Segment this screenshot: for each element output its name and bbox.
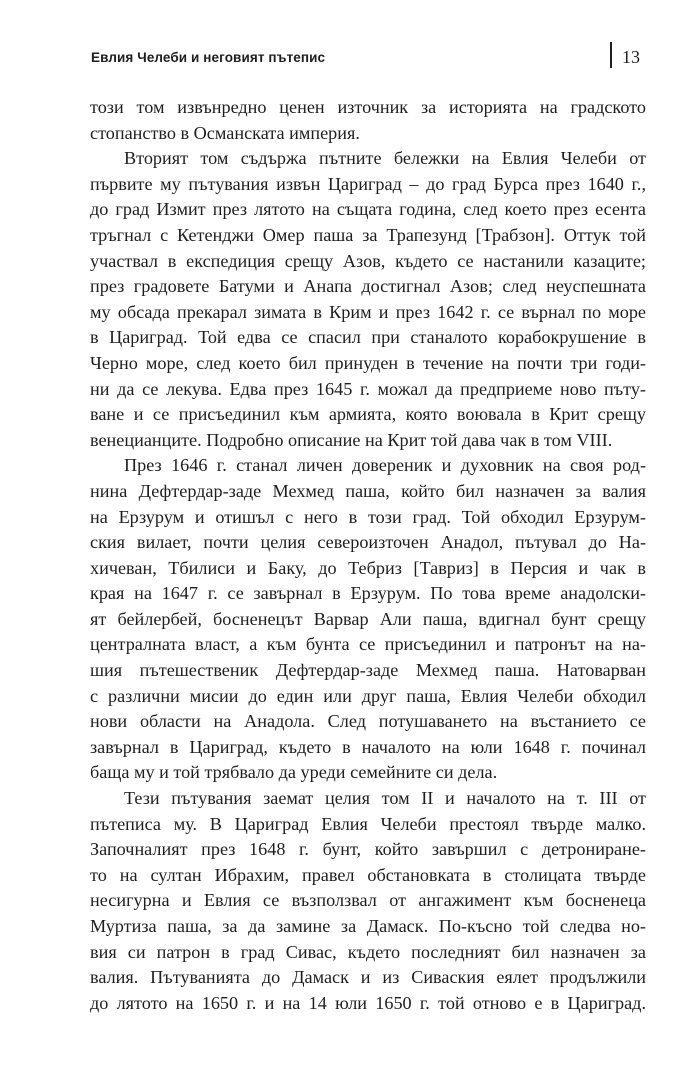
text-line: нина Дефтердар-заде Мехмед паша, който бил назначен за валия xyxy=(90,480,646,501)
text-line: първите му пътувания извън Цариград – до град Бурса през 1640 г., xyxy=(90,173,646,194)
text-line: края на 1647 г. се завърнал в Ерзурум. По това време анадолски- xyxy=(90,583,646,604)
body-text xyxy=(90,95,646,1016)
page-number: 13 xyxy=(622,47,640,67)
text-line: нови области на Анадола. След потушаването на въстанието се xyxy=(90,711,646,732)
text-line: Вторият том съдържа пътните бележки на Евлия Челеби от xyxy=(124,148,646,169)
text-line: Муртиза паша, за да замине за Дамаск. По-късно той следва но- xyxy=(90,916,646,936)
text-line: стопанство в Османската империя. xyxy=(90,122,360,143)
running-header xyxy=(91,42,647,72)
text-line: вия си патрон в град Сивас, където последният бил назначен за xyxy=(90,941,646,962)
text-line: През 1646 г. станал личен доверeник и духовник на своя род- xyxy=(124,455,646,476)
text-line: Тези пътувания заемат целия том II и началото на т. III от xyxy=(124,788,646,809)
text-line: през градовете Батуми и Анапа достигнал Азов; след неуспешната xyxy=(90,276,646,297)
text-line: ят бейлербей, босненецът Варвар Али паша, вдигнал бунт срещу xyxy=(90,608,646,629)
text-line: му обсада прекарал зимата в Крим и през 1642 г. се върнал по море xyxy=(90,301,646,322)
text-line: на Ерзурум и отишъл с него в този град. Той обходил Ерзурум- xyxy=(90,506,646,527)
header-divider xyxy=(610,42,612,68)
text-line: Черно море, след което бил принуден в течение на почти три годи- xyxy=(90,352,646,373)
text-line: завърнал в Цариград, където в началото на юли 1648 г. починал xyxy=(90,736,646,757)
text-line: несигурна и Евлия се възползвал от ангажимент към босненеца xyxy=(90,890,646,911)
text-line: баща му и той трябвало да уреди семейните си дела. xyxy=(90,762,498,783)
text-line: ския вилает, почти целия североизточен Анадол, пътувал до На- xyxy=(90,532,646,553)
text-line: участвал в експедиция срещу Азов, където се настанили казаците; xyxy=(90,250,646,271)
text-line: ни да се лекува. Едва през 1645 г. можал да предприеме ново пъту- xyxy=(90,378,646,399)
text-line: централната власт, а към бунта се присъединил и патронът на на- xyxy=(90,634,646,655)
text-line: валия. Пътуванията до Дамаск и из Сиваския еялет продължили xyxy=(90,967,646,988)
text-line: шия пътешественик Дефтердар-заде Мехмед паша. Натоварван xyxy=(90,660,646,681)
text-line: венецианците. Подробно описание на Крит той дава чак в том VIII. xyxy=(90,429,613,450)
text-line: до град Измит през лятото на същата година, след което през есента xyxy=(90,199,646,220)
text-line: в Цариград. Той едва се спасил при станалото корабокрушение в xyxy=(90,327,646,348)
text-line: с различни мисии до един или друг паша, Евлия Челеби обходил xyxy=(90,685,646,706)
text-line: този том извънредно ценен източник за историята на градското xyxy=(90,97,646,117)
text-line: пътеписа му. В Цариград Евлия Челеби престоял твърде малко. xyxy=(90,813,646,834)
text-line: хичеван, Тбилиси и Баку, до Тебриз [Тавриз] в Персия и чак в xyxy=(90,557,646,578)
text-line: Започналият през 1648 г. бунт, който завършил с детрониране- xyxy=(90,839,646,860)
text-line: то на султан Ибрахим, правел обстановката в столицата твърде xyxy=(90,864,646,885)
running-title: Евлия Челеби и неговият пътепис xyxy=(91,50,326,65)
text-line: до лятото на 1650 г. и на 14 юли 1650 г. той отново е в Цариград. xyxy=(90,992,646,1013)
text-line: ване и се присъединил към армията, която воювала в Крит срещу xyxy=(90,404,646,425)
text-line: тръгнал с Кетенджи Омер паша за Трапезунд [Трабзон]. Оттук той xyxy=(90,224,646,245)
